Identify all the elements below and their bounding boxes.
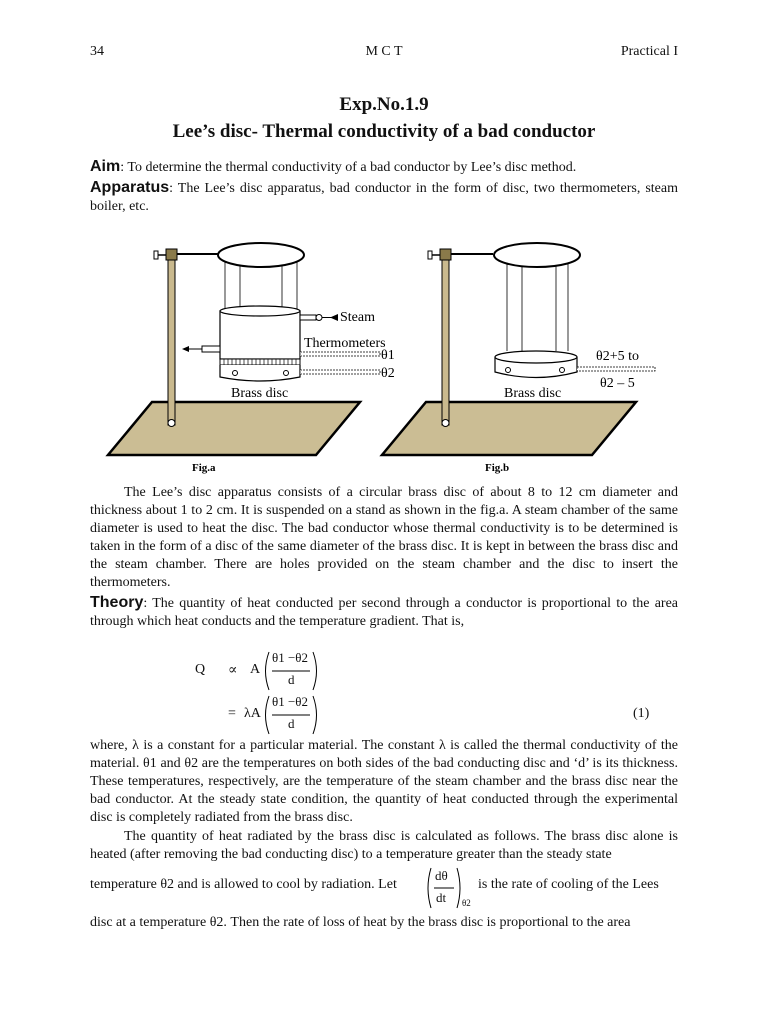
rate-den: dt <box>436 890 447 905</box>
lees-disc-figure <box>90 215 678 480</box>
aim-label: Aim <box>90 158 121 175</box>
equation-block <box>90 648 678 738</box>
eq-lambda-a: λA <box>244 706 261 721</box>
label-thermometers: Thermometers <box>304 336 386 351</box>
header-center: M C T <box>365 44 403 59</box>
figure-a <box>108 243 395 474</box>
apparatus-text: : The Lee’s disc apparatus, bad conductor in the form of disc, two thermometers, steam boiler, etc. <box>90 181 678 214</box>
last-line: disc at a temperature θ2. Then the rate of loss of heat by the brass disc is proportional to the area <box>90 915 631 930</box>
eq-a: A <box>250 662 261 677</box>
eq-equals: = <box>228 706 236 721</box>
label-theta1: θ1 <box>381 348 395 363</box>
caption-fig-a: Fig.a <box>192 462 216 474</box>
thermometer-theta2 <box>300 370 380 374</box>
clamp-a <box>166 249 177 260</box>
rate-after: is the rate of cooling of the Lees <box>478 877 659 892</box>
theory-text: : The quantity of heat conducted per second through a conductor is proportional to the area through which heat conducts and the temperature gradient. That is, <box>90 596 678 629</box>
aim-paragraph <box>90 158 678 177</box>
figure-b <box>382 243 655 474</box>
aim-text: : To determine the thermal conductivity of a bad conductor by Lee’s disc method. <box>120 160 577 175</box>
experiment-title: Lee’s disc- Thermal conductivity of a bad conductor <box>172 121 596 142</box>
theory-label: Theory <box>90 594 144 611</box>
caption-fig-b: Fig.b <box>485 462 510 474</box>
label-range-bottom: θ2 – 5 <box>600 376 635 391</box>
label-brass-disc-a: Brass disc <box>231 386 289 401</box>
brass-disc-b <box>495 351 577 378</box>
header-right: Practical I <box>620 44 678 59</box>
label-steam: Steam <box>340 310 375 325</box>
eq-number: (1) <box>633 706 650 721</box>
apparatus-label: Apparatus <box>90 179 170 196</box>
thermometer-theta1 <box>300 352 380 356</box>
ring-a <box>218 243 304 267</box>
page-number: 34 <box>90 44 104 59</box>
experiment-number: Exp.No.1.9 <box>339 94 429 115</box>
theory-paragraph <box>90 594 678 631</box>
eq-numerator-2: θ1 −θ2 <box>272 694 309 709</box>
label-range-top: θ2+5 to <box>596 349 639 364</box>
stand-rod-b <box>442 249 449 425</box>
clamp-b <box>440 249 451 260</box>
rate-num: dθ <box>435 868 448 883</box>
rate-line <box>90 866 678 912</box>
eq-denominator-2: d <box>288 716 295 731</box>
eq-numerator-1: θ1 −θ2 <box>272 650 309 665</box>
label-theta2: θ2 <box>381 366 395 381</box>
apparatus-paragraph <box>90 179 678 216</box>
rate-sub: θ2 <box>462 898 471 908</box>
rate-before: temperature θ2 and is allowed to cool by radiation. Let <box>90 877 397 892</box>
stand-base-a <box>108 402 360 455</box>
eq-prop: ∝ <box>228 663 238 678</box>
label-brass-disc-b: Brass disc <box>504 386 562 401</box>
radiated-paragraph: The quantity of heat radiated by the brass disc is calculated as follows. The brass disc alone is heated (after removing the bad conducting disc) to a temperature greater than the steady state <box>90 829 678 862</box>
eq-denominator-1: d <box>288 672 295 687</box>
stand-base-b <box>382 402 636 455</box>
thermometer-b <box>577 367 655 371</box>
where-paragraph: where, λ is a constant for a particular material. The constant λ is called the thermal conductivity of the material. θ1 and θ2 are the temperatures on both sides of the bad conducting disc and ‘d’ is its thickness. These temperatures, respectively, are the temperature of the steam chamber and the brass disc near the bad conductor. At the steady state condition, the quantity of heat conducted through the experimental disc is completely radiated from the brass disc. <box>90 738 678 825</box>
eq-q: Q <box>195 662 206 677</box>
document-page <box>90 0 678 1024</box>
stand-rod-a <box>168 249 175 425</box>
description-paragraph: The Lee’s disc apparatus consists of a circular brass disc of about 8 to 12 cm diameter and thickness about 1 to 2 cm. It is suspended on a stand as shown in the fig.a. A steam chamber of the same diameter is used to heat the disc. The bad conductor whose thermal conductivity is to be determined is taken in the form of a disc of the same diameter of the brass disc. It is kept in between the brass disc and the steam chamber. There are holes provided on the steam chamber and the disc to insert the thermometers. <box>90 485 678 590</box>
